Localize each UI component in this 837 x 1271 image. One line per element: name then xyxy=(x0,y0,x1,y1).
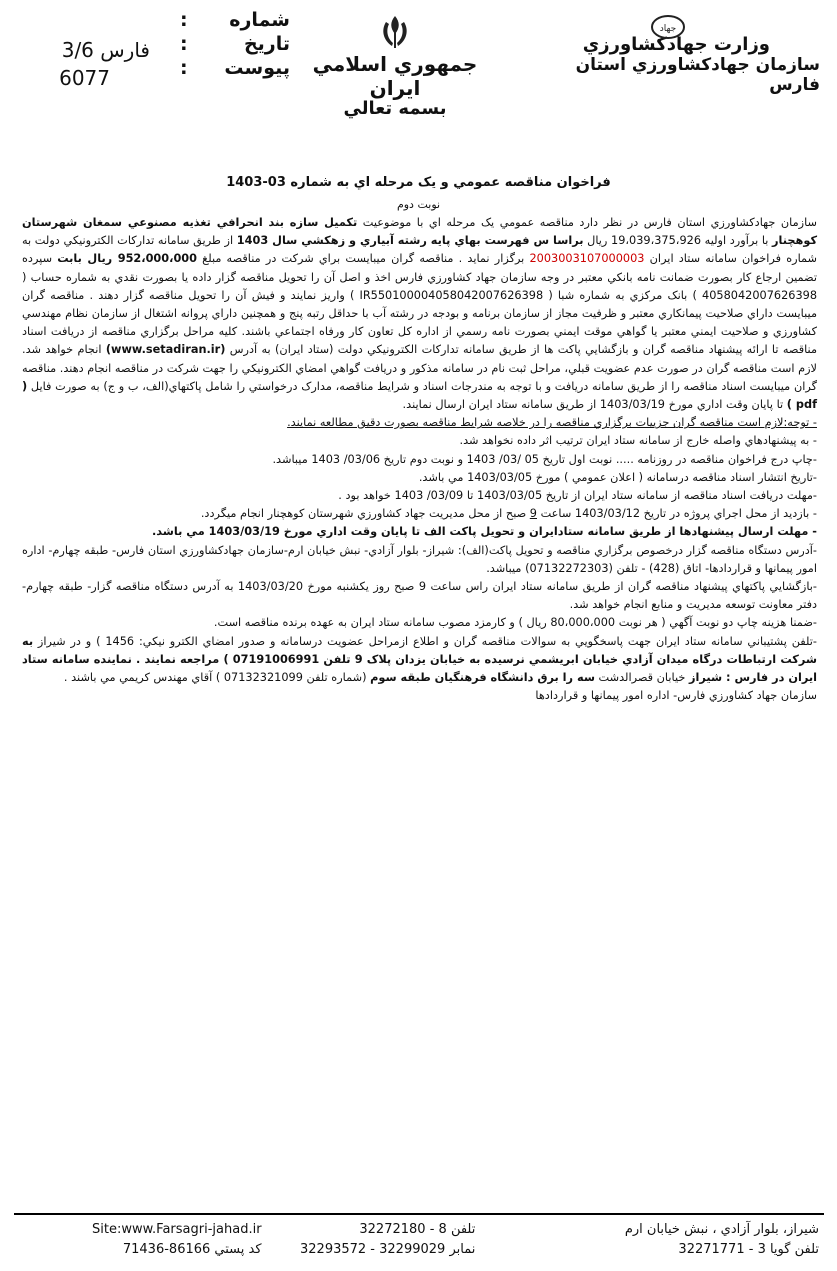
field-colon: : xyxy=(180,57,188,79)
tender-round: نوبت دوم xyxy=(396,198,441,211)
text-run: سپرده تضمين ارجاع کار بصورت ضمانت نامه بانکي معتبر در وجه سازمان جهاد کشاورزي فارس اخذ و اصل آن را تحويل مناقصه گزار داده يا بصورت نقدي به شماره حساب ( 4058042007626398 ) بانک مرکزي به شماره شبا ( IR550100004058042007626398 ) واريز نمايند و فيش آن را تحويل مناقصه گزار دهند . مناقصه گران ميبايست داراي صلاحيت پيمانکاري معتبر و ظرفيت مجاز از سازمان برنامه و بودجه در رشته آب با حداقل رتبه پنج و همچنين داراي پروانه اشتغال از سازمان نظام مهندسي کشاورزي و صلاحيت ايمني معتبر يا گواهي موقت ايمني بصورت نامه رسمي از اداره کل تعاون کار ورفاه اجتماعي باشند. کليه مراحل برگزاري مناقصه از دريافت اسناد مناقصه تا ارائه پيشنهاد مناقصه گران و بازگشايي پاکت ها از طريق سامانه تدارکات الکترونيکي دولت (ستاد ايران) به آدرس xyxy=(22,252,818,357)
project-subject: تکميل سازه بند انحرافي تغذيه مصنوعي سمغان شهرستان کوهچنار xyxy=(22,216,818,248)
field-number-label: شماره xyxy=(229,9,290,31)
text-run: از طريق سامانه تدارکات الکترونيکي دولت به شماره فراخوان سامانه ستاد ايران xyxy=(22,234,818,266)
header-organization xyxy=(530,8,820,95)
footer-fax: نمابر 32299029 - 32293572 xyxy=(300,1242,476,1257)
footer-phone-block xyxy=(300,1220,475,1260)
text-run: -تلفن پشتيباني سامانه ستاد ايران جهت پاسخگويي به سوالات مناقصه گران و اطلاع ازمراحل عضويت درسامانه و صدور امضاي الکترو نيکي: 1456 ) و در شيراز xyxy=(33,634,817,648)
footer-address: شيراز، بلوار آزادي ، نبش خيابان ارم xyxy=(624,1222,819,1237)
text-run: - بازديد از محل اجراي پروژه در تاريخ 1403/03/12 ساعت xyxy=(536,507,817,521)
text-run: تا پايان وقت اداري مورخ 1403/03/19 از طريق سامانه ستاد ايران ارسال نمايند. xyxy=(402,398,787,412)
footer-postal: کد پستي 86166-71436 xyxy=(122,1242,262,1257)
organization-name: سازمان جهادکشاورزي استان فارس xyxy=(575,55,820,95)
visit-hour: 9 xyxy=(529,507,537,521)
bullet-item: -تاريخ انتشار اسناد مناقصه درسامانه ( اعلان عمومي ) مورخ 1403/03/05 مي باشد. xyxy=(418,470,817,484)
text-run: صبح از محل مديريت جهاد کشاورزي شهرستان کوهچنار انجام ميگردد. xyxy=(200,507,530,521)
field-colon: : xyxy=(180,9,188,31)
deadline-line: - مهلت ارسال پيشنهادها از طريق سامانه ستادايران و تحويل پاکت الف تا پايان وقت اداري مورخ 1403/03/19 مي باشد. xyxy=(151,525,817,539)
iran-emblem-icon xyxy=(378,12,412,52)
text-run: انجام خواهد شد. لازم است مناقصه گران در صورت عدم عضويت قبلي، مراحل ثبت نام در سامانه مذکور و دريافت گواهي امضاي الکترونيکي را جهت شرکت در مناقصه انجام دهند. مناقصه گران ميبايست اسناد مناقصه را از طريق سامانه دريافت و با توجه به مندرجات اسناد و شرايط مناقصه، مدارک درخواستي را شامل پاکتهاي(الف، ب و ج) به صورت فايل xyxy=(22,343,817,393)
tender-title: فراخوان مناقصه عمومي و يک مرحله اي به شماره 03-1403 xyxy=(226,175,611,190)
bullet-item xyxy=(22,505,817,523)
price-basis: براسا س فهرست بهاي پايه رشته آبياري و زهکشي سال 1403 xyxy=(236,234,584,248)
reference-number: 6077 xyxy=(59,66,110,90)
guarantee-amount: 952،000،000 ريال بابت xyxy=(57,252,198,266)
ministry-logo-icon xyxy=(648,12,688,42)
ministry-logo-text: جهاد xyxy=(659,24,677,34)
footer-address-block xyxy=(625,1220,819,1260)
footer-site[interactable]: Site:www.Farsagri-jahad.ir xyxy=(92,1222,262,1237)
bullet-item: -مهلت دريافت اسناد مناقصه از سامانه ستاد ايران از تاريخ 1403/03/05 تا 03/09/ 1403 خواهد بود . xyxy=(338,489,817,503)
text-run: برگزار نمايد . مناقصه گران ميبايست براي شرکت در مناقصه مبلغ xyxy=(197,252,530,266)
setadiran-link[interactable]: (www.setadiran.ir) xyxy=(105,343,226,357)
representative-address: سه را برق دانشگاه فرهنگيان طبقه سوم xyxy=(370,671,595,685)
basmala: بسمه تعالي xyxy=(343,98,447,119)
tender-body xyxy=(22,214,817,705)
field-attachment-label: پيوست xyxy=(224,57,290,79)
field-date-label: تاريخ xyxy=(243,33,290,55)
country-name: جمهوري اسلامي ايران xyxy=(312,52,478,100)
footer-voice-phone: تلفن گويا 3 - 32271771 xyxy=(678,1242,819,1257)
bullet-item: - به پيشنهادهاي واصله خارج از سامانه ستاد ايران ترتيب اثر داده نخواهد شد. xyxy=(459,434,817,448)
main-paragraph xyxy=(22,214,817,414)
reference-code-block xyxy=(30,36,150,92)
field-colon: : xyxy=(180,33,188,55)
bullet-item: -ضمنا هزينه چاپ دو نوبت آگهي ( هر نوبت 80،000،000 ريال ) و کارمزد مصوب سامانه ستاد ايران به عهده برنده مناقصه است. xyxy=(213,616,817,630)
text-run: (شماره تلفن 07132321099 ) آقاي مهندس کريمي مي باشند . xyxy=(63,671,371,685)
bullet-item xyxy=(22,633,817,688)
text-run: سازمان جهادکشاورزي استان فارس در نظر دارد مناقصه عمومي يک مرحله اي با موضوعيت xyxy=(357,216,817,229)
bullet-item: -بازگشايي پاکتهاي پيشنهاد مناقصه گران از طريق سامانه ستاد ايران راس ساعت 9 صبح روز يکشنبه مورخ 1403/03/20 به آدرس دستگاه مناقصه گزار- طبقه چهارم- دفتر معاونت توسعه مديريت و منابع انجام خواهد شد. xyxy=(22,580,817,612)
footer-web-block xyxy=(92,1220,262,1260)
bullet-item: -چاپ درج فراخوان مناقصه در روزنامه ..... نوبت اول تاريخ 05 /03/ 1403 و نوبت دوم تاريخ 03/06/ 1403 ميباشد. xyxy=(272,452,817,466)
header-center xyxy=(300,8,490,119)
text-run: خيابان قصرالدشت xyxy=(594,671,689,685)
pdf-format: ( pdf ) xyxy=(22,379,817,412)
reference-code: فارس 3/6 xyxy=(61,38,150,62)
tender-number: 2003003107000003 xyxy=(529,252,645,266)
signature-line: سازمان جهاد کشاورزي فارس- اداره امور پيمانها و قراردادها xyxy=(535,689,817,703)
support-address: به شرکت ارتباطات درگاه ميدان آزادي خيابان ابريشمي نرسيده به خيابان يزدان پلاک 9 تلفن 07191006991 ) مراجعه نمايند . نماينده سامانه ستاد ايران در فارس : شيراز xyxy=(22,634,817,685)
ministry-name: وزارت جهادکشاورزي xyxy=(582,34,770,55)
bullet-item: -آدرس دستگاه مناقصه گزار درخصوص برگزاري مناقصه و تحويل پاکت(الف): شيراز- بلوار آزادي- نبش خيابان ارم-سازمان جهادکشاورزي استان فارس- طبقه چهارم- اداره امور پيمانها و قراردادها- اتاق (428) - تلفن (07132272303) ميباشد. xyxy=(22,543,817,575)
letter-fields xyxy=(180,8,290,80)
footer-phone: تلفن 8 - 32272180 xyxy=(359,1222,476,1237)
text-run: با برآورد اوليه 19،039،375،926 ريال xyxy=(583,234,773,248)
note-line: - توجه:لازم است مناقصه گران جزييات برگزاري مناقصه را در خلاصه شرايط مناقصه بصورت دقيق مطالعه نمايند. xyxy=(287,416,817,430)
footer-divider xyxy=(14,1213,824,1215)
